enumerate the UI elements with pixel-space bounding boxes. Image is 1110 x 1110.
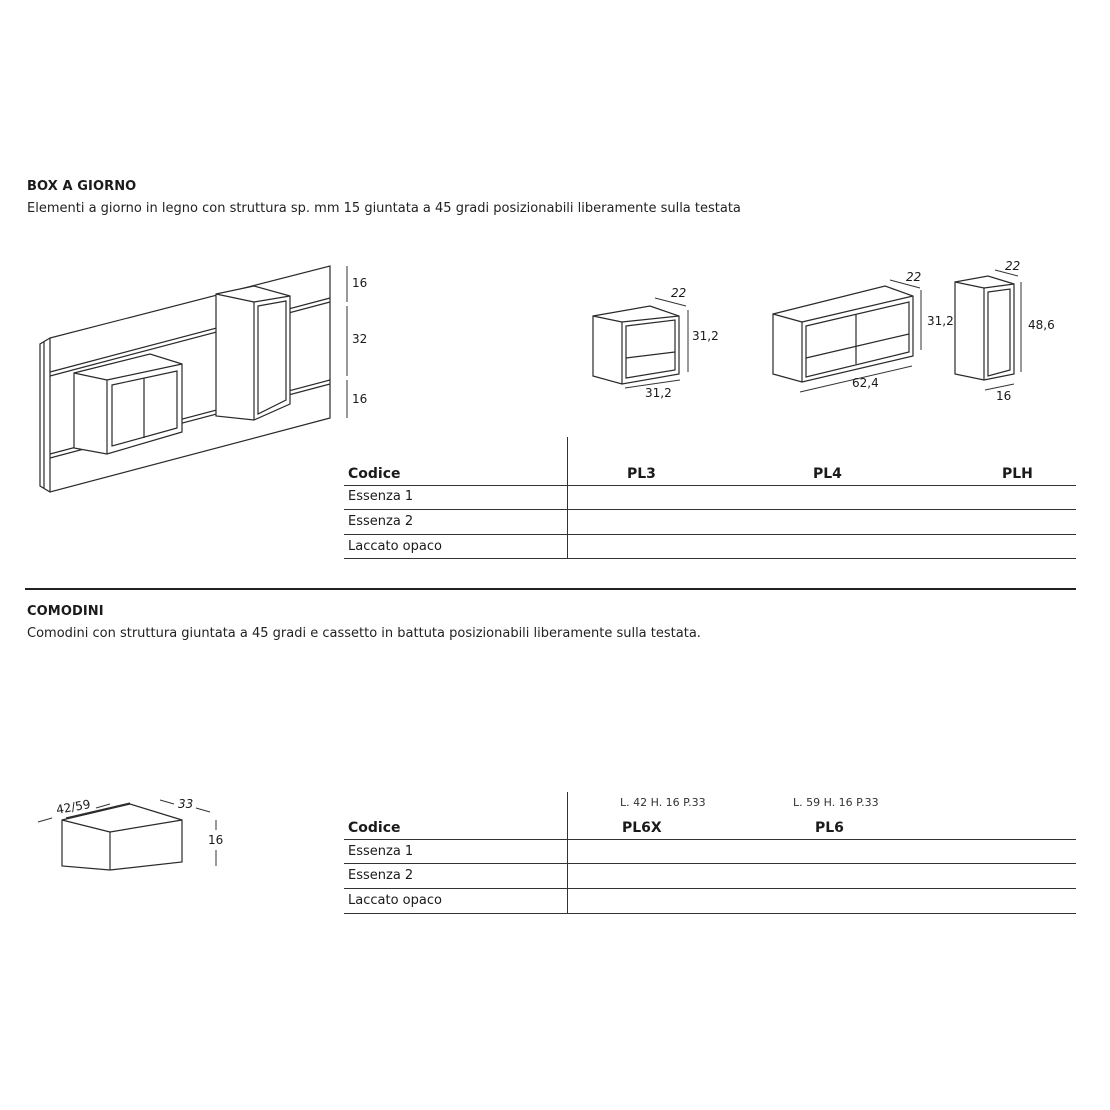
pl3-dim-depth: 22 [671, 286, 687, 300]
code-pl6x: PL6X [622, 820, 662, 836]
plh-dim-width: 16 [996, 389, 1012, 403]
table-rule [344, 913, 1076, 914]
table-row-label: Essenza 2 [348, 514, 414, 529]
table-row-label: Essenza 1 [348, 489, 414, 504]
table-rule [344, 888, 1076, 889]
size-pl6: L. 59 H. 16 P.33 [793, 796, 879, 809]
drawer-dim-height: 16 [208, 833, 224, 847]
table-row-label: Essenza 1 [348, 844, 414, 859]
table-header-codice: Codice [348, 466, 401, 482]
pl3-dim-height: 31,2 [692, 329, 719, 343]
pl4-dim-width: 62,4 [852, 376, 879, 390]
pl4-dim-depth: 22 [906, 270, 922, 284]
plh-dim-depth: 22 [1005, 259, 1021, 273]
panel-dim-top: 16 [352, 276, 368, 290]
panel-dim-middle: 32 [352, 332, 368, 346]
table-row-label: Laccato opaco [348, 893, 442, 908]
panel-dim-bottom: 16 [352, 392, 368, 406]
code-pl3: PL3 [627, 466, 656, 482]
box-section-description: Elementi a giorno in legno con struttura sp. mm 15 giuntata a 45 gradi posizionabili liberamente sulla testata [27, 201, 741, 216]
comodini-section-description: Comodini con struttura giuntata a 45 gradi e cassetto in battuta posizionabili liberamente sulla testata. [27, 626, 701, 641]
size-pl6x: L. 42 H. 16 P.33 [620, 796, 706, 809]
code-pl6: PL6 [815, 820, 844, 836]
table-row-label: Essenza 2 [348, 868, 414, 883]
pl4-dim-height: 31,2 [927, 314, 954, 328]
drawer-dim-depth: 33 [178, 797, 194, 811]
box-section-title: BOX A GIORNO [27, 179, 137, 194]
plh-dim-height: 48,6 [1028, 318, 1055, 332]
drawer-dim-width: 42/59 [55, 797, 92, 817]
comodini-section-title: COMODINI [27, 604, 104, 619]
table-rule [344, 839, 1076, 840]
pl3-dim-width: 31,2 [645, 386, 672, 400]
table-row-label: Laccato opaco [348, 539, 442, 554]
code-pl4: PL4 [813, 466, 842, 482]
code-plh: PLH [1002, 466, 1033, 482]
table-header-codice: Codice [348, 820, 401, 836]
table-rule [344, 863, 1076, 864]
table-column-divider [567, 792, 568, 914]
